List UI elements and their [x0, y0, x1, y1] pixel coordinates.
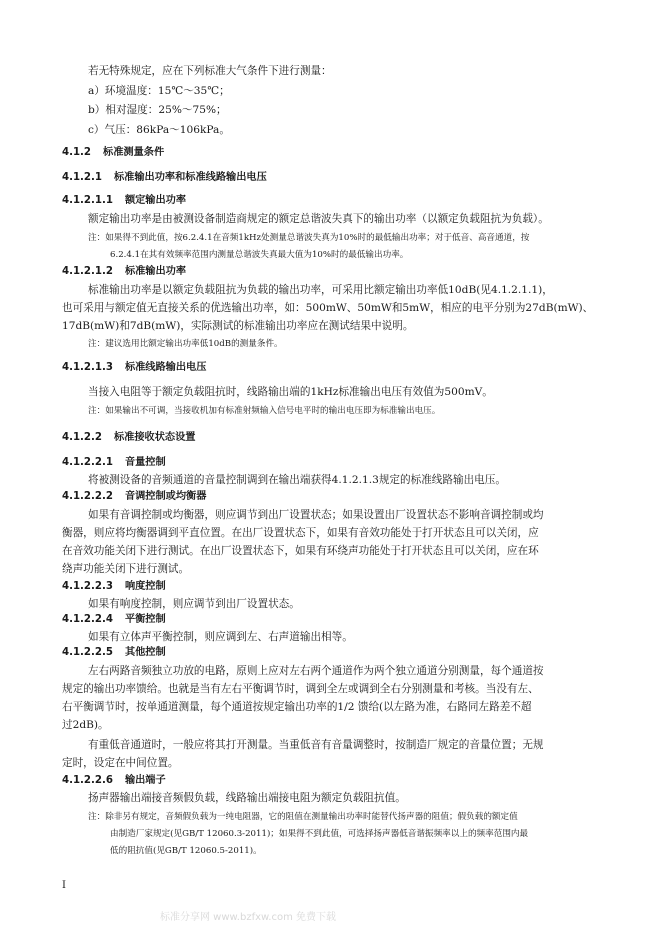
page-number: I	[62, 880, 66, 891]
section-number: 4.1.2.1	[62, 172, 102, 183]
section-number: 4.1.2	[62, 147, 92, 158]
section-number: 4.1.2.1.3	[62, 362, 113, 373]
body-line: 在音效功能关闭下进行测试。在出厂设置状态下，如果有环绕声功能处于打开状态且可以关闭，应在环	[62, 545, 539, 557]
body-line: 扬声器输出端接音频假负载，线路输出端接电阻为额定负载阻抗值。	[88, 792, 406, 804]
section-heading	[62, 361, 206, 375]
note-line: 注：如果得不到此值，按6.2.4.1在音频1kHz处测量总谐波失真为10%时的最低输出功率；对于低音、高音通道，按	[88, 233, 530, 243]
body-line: 如果有响度控制，则应调节到出厂设置状态。	[88, 598, 300, 610]
body-line: 标准输出功率是以额定负载阻抗为负载的输出功率，可采用比额定输出功率低10dB(见4.1.2.1.1)，	[88, 284, 553, 296]
body-line: 左右两路音频独立功放的电路，原则上应对左右两个通道作为两个独立通道分别测量，每个通道按	[88, 665, 544, 677]
section-title: 标准测量条件	[103, 147, 165, 158]
body-line: 将被测设备的音频通道的音量控制调到在输出端获得4.1.2.1.3规定的标准线路输出电压。	[88, 474, 506, 486]
section-title: 响度控制	[124, 581, 166, 592]
note-line: 注：如果输出不可调，当接收机加有标准射频输入信号电平时的输出电压即为标准输出电压。	[88, 406, 441, 416]
section-heading	[62, 646, 166, 660]
section-heading	[62, 456, 166, 470]
section-title: 标准输出功率和标准线路输出电压	[113, 172, 267, 183]
section-heading	[62, 194, 186, 208]
section-number: 4.1.2.2.4	[62, 614, 113, 625]
note-line: 6.2.4.1在其有效频率范围内测量总谐波失真最大值为10%时的最低输出功率。	[110, 250, 409, 260]
section-heading	[62, 265, 186, 279]
note-line: 注：除非另有规定，音频假负载为一纯电阻器，它的阻值在测量输出功率时能替代扬声器的阻值；假负载的额定值	[88, 812, 518, 822]
section-heading	[62, 171, 267, 185]
intro-item: b）相对湿度：25%～75%；	[88, 104, 227, 116]
body-line: 右平衡调节时，按单通道测量，每个通道按规定输出功率的1/2 馈给(以左路为准，右路同左路差不超	[62, 701, 532, 713]
section-heading	[62, 613, 166, 627]
section-title: 音量控制	[124, 457, 166, 468]
body-line: 额定输出功率是由被测设备制造商规定的额定总谐波失真下的输出功率（以额定负载阻抗为负载）。	[88, 213, 549, 225]
body-line: 17dB(mW)和7dB(mW)，实际测试的标准输出功率应在测试结果中说明。	[62, 320, 414, 332]
body-line: 如果有立体声平衡控制，则应调到左、右声道输出相等。	[88, 631, 353, 643]
section-heading	[62, 580, 166, 594]
section-number: 4.1.2.2.6	[62, 775, 113, 786]
section-number: 4.1.2.2.2	[62, 491, 113, 502]
note-line: 低的阻抗值(见GB/T 12060.5-2011)。	[110, 846, 262, 856]
section-number: 4.1.2.2.5	[62, 647, 113, 658]
section-title: 音调控制或均衡器	[124, 491, 207, 502]
note-line: 注：建议选用比额定输出功率低10dB的测量条件。	[88, 339, 283, 349]
section-number: 4.1.2.2.3	[62, 581, 113, 592]
section-number: 4.1.2.1.2	[62, 266, 113, 277]
section-heading	[62, 774, 166, 788]
section-title: 额定输出功率	[124, 195, 187, 206]
body-line: 有重低音通道时，一般应将其打开测量。当重低音有音量调整时，按制造厂规定的音量位置；无规	[88, 739, 544, 751]
section-number: 4.1.2.1.1	[62, 195, 113, 206]
body-line: 定时，设定在中间位置。	[62, 757, 179, 769]
intro-item: c）气压：86kPa～106kPa。	[88, 124, 230, 136]
section-title: 其他控制	[124, 647, 166, 658]
body-line: 绕声功能关闭下进行测试。	[62, 563, 190, 575]
section-heading	[62, 431, 195, 445]
intro-lead: 若无特殊规定，应在下列标准大气条件下进行测量：	[88, 65, 332, 77]
section-heading	[62, 490, 206, 504]
section-title: 输出端子	[124, 775, 166, 786]
watermark: 标准分享网 www.bzfxw.com 免费下载	[160, 912, 336, 923]
section-title: 平衡控制	[124, 614, 166, 625]
section-title: 标准线路输出电压	[124, 362, 207, 373]
section-number: 4.1.2.2	[62, 432, 102, 443]
body-line: 过2dB)。	[62, 719, 109, 731]
section-number: 4.1.2.2.1	[62, 457, 113, 468]
body-line: 如果有音调控制或均衡器，则应调节到出厂设置状态；如果设置出厂设置状态不影响音调控制或均	[88, 509, 544, 521]
body-line: 衡器，则应将均衡器调到平直位置。在出厂设置状态下，如果有音效功能处于打开状态且可以关闭，应	[62, 527, 539, 539]
intro-item: a）环境温度：15℃～35℃；	[88, 85, 230, 97]
body-line: 也可采用与额定值无直接关系的优选输出功率，如：500mW、50mW和5mW，相应的电平分别为27dB(mW)、	[62, 302, 594, 314]
body-line: 当接入电阻等于额定负载阻抗时，线路输出端的1kHz标准输出电压有效值为500mV。	[88, 386, 493, 398]
section-title: 标准接收状态设置	[113, 432, 196, 443]
section-heading	[62, 146, 164, 160]
body-line: 规定的输出功率馈给。也就是当有左右平衡调节时，调到全左或调到全右分别测量和考核。当没有左、	[62, 683, 539, 695]
note-line: 由制造厂家规定(见GB/T 12060.3-2011)；如果得不到此值，可选择扬声器低音谐振频率以上的频率范围内最	[110, 829, 529, 839]
section-title: 标准输出功率	[124, 266, 187, 277]
